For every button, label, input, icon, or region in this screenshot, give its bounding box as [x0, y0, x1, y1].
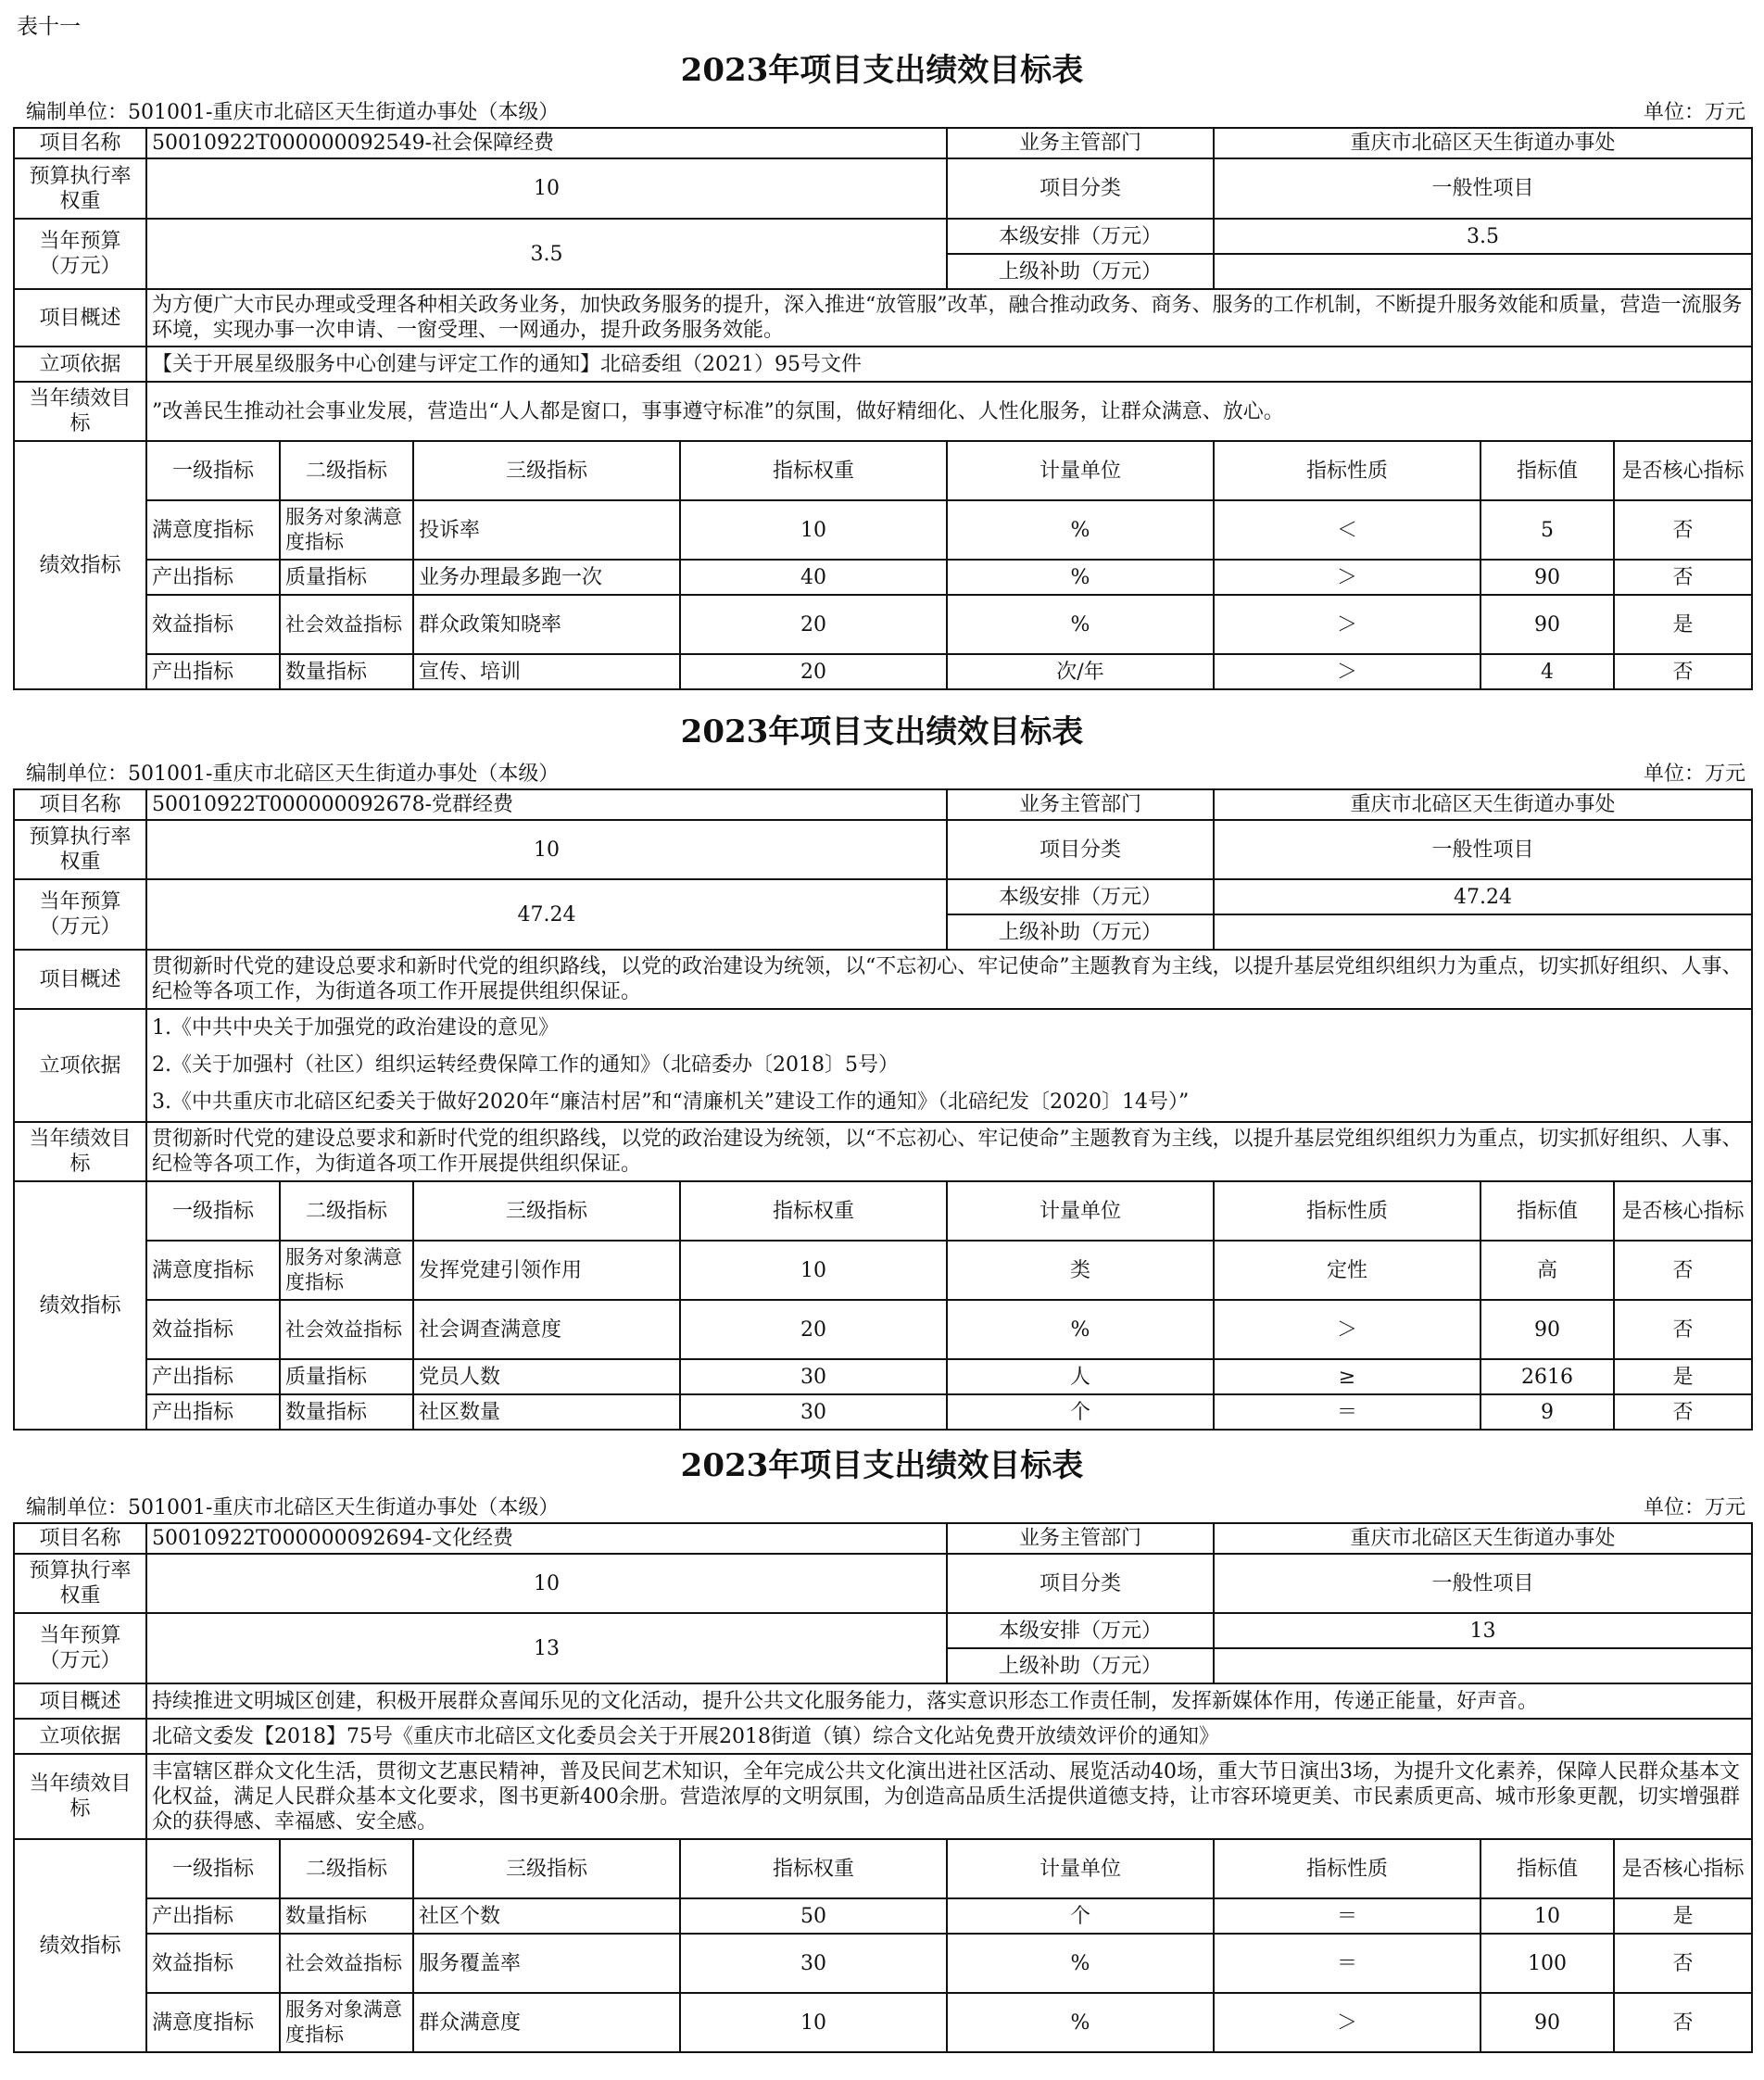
col-level2: 二级指标	[280, 441, 413, 500]
budget-rate-value: 10	[146, 158, 947, 219]
perf-table	[13, 1522, 1753, 2053]
category-label: 项目分类	[947, 820, 1214, 879]
category-label: 项目分类	[947, 158, 1214, 219]
org-unit: 编制单位：501001-重庆市北碚区天生街道办事处（本级）	[26, 763, 560, 786]
project-name-label: 项目名称	[14, 128, 146, 158]
local-arrange-value: 47.24	[1214, 879, 1752, 914]
col-unit: 计量单位	[947, 1181, 1214, 1241]
goal-value: 贯彻新时代党的建设总要求和新时代党的组织路线，以党的政治建设为统领，以“不忘初心、牢记使命”主题教育为主线，以提升基层党组织组织力为重点，切实抓好组织、人事、纪检等各项工作，为街道各项工作开展提供组织保证。	[146, 1122, 1752, 1181]
basis-label: 立项依据	[14, 347, 146, 382]
dept-value: 重庆市北碚区天生街道办事处	[1214, 1523, 1752, 1554]
col-level1: 一级指标	[146, 441, 280, 500]
table-row: 产出指标 质量指标 党员人数 30 人 ≥ 2616 是	[14, 1359, 1752, 1394]
col-value: 指标值	[1480, 441, 1614, 500]
indicators-label: 绩效指标	[14, 441, 146, 689]
project-name-label: 项目名称	[14, 1523, 146, 1554]
overview-label: 项目概述	[14, 289, 146, 347]
basis-value: 北碚文委发【2018】75号《重庆市北碚区文化委员会关于开展2018街道（镇）综合文化站免费开放绩效评价的通知》	[146, 1719, 1752, 1754]
goal-label: 当年绩效目标	[14, 1122, 146, 1181]
table-row: 效益指标 社会效益指标 服务覆盖率 30 % ＝ 100 否	[14, 1934, 1752, 1993]
table-title: 2023年项目支出绩效目标表	[680, 52, 1084, 89]
basis-label: 立项依据	[14, 1719, 146, 1754]
project-name-label: 项目名称	[14, 789, 146, 820]
col-level3: 三级指标	[413, 1839, 680, 1898]
col-nature: 指标性质	[1214, 441, 1480, 500]
project-name-value: 50010922T000000092549-社会保障经费	[146, 128, 947, 158]
dept-value: 重庆市北碚区天生街道办事处	[1214, 789, 1752, 820]
upper-subsidy-value	[1214, 1648, 1752, 1683]
category-value: 一般性项目	[1214, 820, 1752, 879]
dept-label: 业务主管部门	[947, 1523, 1214, 1554]
annual-budget-label: 当年预算（万元）	[14, 879, 146, 950]
indicators-label: 绩效指标	[14, 1181, 146, 1430]
category-label: 项目分类	[947, 1554, 1214, 1613]
annual-budget-label: 当年预算（万元）	[14, 1613, 146, 1683]
annual-budget-label: 当年预算（万元）	[14, 219, 146, 289]
table-row: 产出指标 数量指标 宣传、培训 20 次/年 ＞ 4 否	[14, 654, 1752, 689]
basis-label: 立项依据	[14, 1009, 146, 1122]
budget-rate-label: 预算执行率权重	[14, 158, 146, 219]
overview-label: 项目概述	[14, 1683, 146, 1719]
col-value: 指标值	[1480, 1839, 1614, 1898]
col-level1: 一级指标	[146, 1181, 280, 1241]
overview-value: 贯彻新时代党的建设总要求和新时代党的组织路线，以党的政治建设为统领，以“不忘初心、牢记使命”主题教育为主线，以提升基层党组织组织力为重点，切实抓好组织、人事、纪检等各项工作，为街道各项工作开展提供组织保证。	[146, 950, 1752, 1009]
local-arrange-value: 3.5	[1214, 219, 1752, 254]
upper-subsidy-label: 上级补助（万元）	[947, 914, 1214, 950]
basis-value	[146, 1009, 1752, 1122]
col-core: 是否核心指标	[1614, 1181, 1752, 1241]
project-name-value: 50010922T000000092694-文化经费	[146, 1523, 947, 1554]
category-value: 一般性项目	[1214, 1554, 1752, 1613]
basis-value: 【关于开展星级服务中心创建与评定工作的通知】北碚委组（2021）95号文件	[146, 347, 1752, 382]
upper-subsidy-label: 上级补助（万元）	[947, 254, 1214, 289]
annual-budget-value: 47.24	[146, 879, 947, 950]
unit-label: 单位：万元	[1643, 101, 1745, 124]
col-nature: 指标性质	[1214, 1839, 1480, 1898]
table-row: 满意度指标 服务对象满意度指标 投诉率 10 % ＜ 5 否	[14, 500, 1752, 560]
table-title: 2023年项目支出绩效目标表	[680, 713, 1084, 750]
table-row: 产出指标 数量指标 社区数量 30 个 ＝ 9 否	[14, 1394, 1752, 1430]
org-unit: 编制单位：501001-重庆市北碚区天生街道办事处（本级）	[26, 1496, 560, 1519]
overview-value: 持续推进文明城区创建，积极开展群众喜闻乐见的文化活动，提升公共文化服务能力，落实意识形态工作责任制，发挥新媒体作用，传递正能量，好声音。	[146, 1683, 1752, 1719]
col-core: 是否核心指标	[1614, 441, 1752, 500]
col-weight: 指标权重	[680, 441, 947, 500]
budget-rate-value: 10	[146, 1554, 947, 1613]
table-row: 满意度指标 服务对象满意度指标 群众满意度 10 % ＞ 90 否	[14, 1993, 1752, 2052]
col-level1: 一级指标	[146, 1839, 280, 1898]
table-title: 2023年项目支出绩效目标表	[680, 1447, 1084, 1484]
local-arrange-label: 本级安排（万元）	[947, 219, 1214, 254]
basis-line: 1.《中共中央关于加强党的政治建设的意见》	[152, 1016, 559, 1040]
annual-budget-value: 13	[146, 1613, 947, 1683]
col-unit: 计量单位	[947, 441, 1214, 500]
perf-table	[13, 127, 1753, 690]
dept-value: 重庆市北碚区天生街道办事处	[1214, 128, 1752, 158]
unit-label: 单位：万元	[1643, 1496, 1745, 1519]
budget-rate-label: 预算执行率权重	[14, 820, 146, 879]
basis-line: 3.《中共重庆市北碚区纪委关于做好2020年“廉洁村居”和“清廉机关”建设工作的通知》（北碚纪发〔2020〕14号）”	[152, 1090, 1190, 1114]
table-row: 产出指标 数量指标 社区个数 50 个 ＝ 10 是	[14, 1898, 1752, 1934]
goal-label: 当年绩效目标	[14, 382, 146, 441]
col-level2: 二级指标	[280, 1839, 413, 1898]
budget-rate-value: 10	[146, 820, 947, 879]
upper-subsidy-value	[1214, 914, 1752, 950]
col-level3: 三级指标	[413, 1181, 680, 1241]
dept-label: 业务主管部门	[947, 128, 1214, 158]
upper-subsidy-label: 上级补助（万元）	[947, 1648, 1214, 1683]
budget-rate-label: 预算执行率权重	[14, 1554, 146, 1613]
goal-label: 当年绩效目标	[14, 1754, 146, 1839]
annual-budget-value: 3.5	[146, 219, 947, 289]
table-row: 效益指标 社会效益指标 社会调查满意度 20 % ＞ 90 否	[14, 1300, 1752, 1359]
col-level3: 三级指标	[413, 441, 680, 500]
upper-subsidy-value	[1214, 254, 1752, 289]
category-value: 一般性项目	[1214, 158, 1752, 219]
perf-table	[13, 788, 1753, 1431]
overview-label: 项目概述	[14, 950, 146, 1009]
col-value: 指标值	[1480, 1181, 1614, 1241]
corner-label: 表十一	[17, 15, 81, 39]
dept-label: 业务主管部门	[947, 789, 1214, 820]
indicators-label: 绩效指标	[14, 1839, 146, 2052]
overview-value: 为方便广大市民办理或受理各种相关政务业务，加快政务服务的提升，深入推进“放管服”改革，融合推动政务、商务、服务的工作机制，不断提升服务效能和质量，营造一流服务环境，实现办事一次申请、一窗受理、一网通办，提升政务服务效能。	[146, 289, 1752, 347]
local-arrange-label: 本级安排（万元）	[947, 1613, 1214, 1648]
col-level2: 二级指标	[280, 1181, 413, 1241]
org-unit: 编制单位：501001-重庆市北碚区天生街道办事处（本级）	[26, 101, 560, 124]
table-row: 效益指标 社会效益指标 群众政策知晓率 20 % ＞ 90 是	[14, 595, 1752, 654]
basis-line: 2.《关于加强村（社区）组织运转经费保障工作的通知》（北碚委办〔2018〕5号）	[152, 1053, 899, 1077]
local-arrange-value: 13	[1214, 1613, 1752, 1648]
col-core: 是否核心指标	[1614, 1839, 1752, 1898]
goal-value: ”改善民生推动社会事业发展，营造出“人人都是窗口，事事遵守标准”的氛围，做好精细化、人性化服务，让群众满意、放心。	[146, 382, 1752, 441]
local-arrange-label: 本级安排（万元）	[947, 879, 1214, 914]
col-weight: 指标权重	[680, 1839, 947, 1898]
col-weight: 指标权重	[680, 1181, 947, 1241]
col-nature: 指标性质	[1214, 1181, 1480, 1241]
table-row: 满意度指标 服务对象满意度指标 发挥党建引领作用 10 类 定性 高 否	[14, 1241, 1752, 1300]
project-name-value: 50010922T000000092678-党群经费	[146, 789, 947, 820]
table-row: 产出指标 质量指标 业务办理最多跑一次 40 % ＞ 90 否	[14, 560, 1752, 595]
unit-label: 单位：万元	[1643, 763, 1745, 786]
goal-value: 丰富辖区群众文化生活，贯彻文艺惠民精神，普及民间艺术知识，全年完成公共文化演出进社区活动、展览活动40场，重大节日演出3场，为提升文化素养，保障人民群众基本文化权益，满足人民群众基本文化要求，图书更新400余册。营造浓厚的文明氛围，为创造高品质生活提供道德支持，让市容环境更美、市民素质更高、城市形象更靓，切实增强群众的获得感、幸福感、安全感。	[146, 1754, 1752, 1839]
col-unit: 计量单位	[947, 1839, 1214, 1898]
